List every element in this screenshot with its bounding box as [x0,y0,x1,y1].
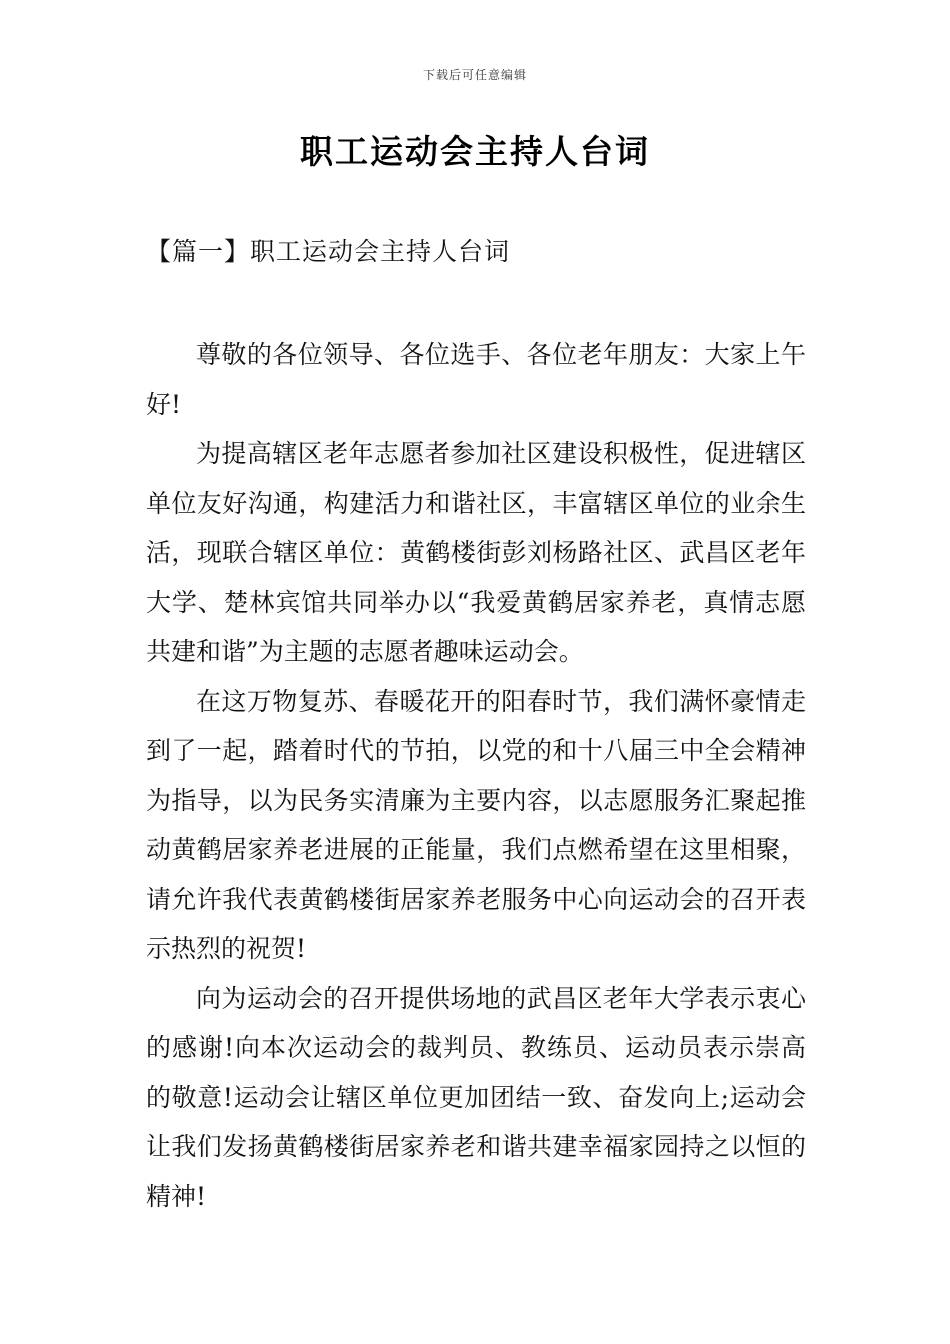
document-title: 职工运动会主持人台词 [300,132,650,171]
paragraph-occasion: 在这万物复苏、春暖花开的阳春时节，我们满怀豪情走到了一起，踏着时代的节拍，以党的和十八届三中全会精神为指导，以为民务实清廉为主要内容，以志愿服务汇聚起推动黄鹤居家养老进展的正能量，我们点燃希望在这里相聚，请允许我代表黄鹤楼街居家养老服务中心向运动会的召开表示热烈的祝贺! [146,686,806,963]
header-note: 下载后可任意编辑 [422,68,527,82]
section-heading: 【篇一】职工运动会主持人台词 [146,237,511,266]
paragraph-purpose: 为提高辖区老年志愿者参加社区建设积极性，促进辖区单位友好沟通，构建活力和谐社区，丰富辖区单位的业余生活，现联合辖区单位：黄鹤楼街彭刘杨路社区、武昌区老年大学、楚林宾馆共同举办以“我爱黄鹤居家养老，真情志愿共建和谐”为主题的志愿者趣味运动会。 [146,439,806,666]
document-body [146,330,806,1221]
paragraph-thanks: 向为运动会的召开提供场地的武昌区老年大学表示衷心的感谢!向本次运动会的裁判员、教练员、运动员表示崇高的敬意!运动会让辖区单位更加团结一致、奋发向上;运动会让我们发扬黄鹤楼街居家养老和谐共建幸福家园持之以恒的精神! [146,983,806,1211]
paragraph-greeting: 尊敬的各位领导、各位选手、各位老年朋友：大家上午好! [146,340,806,419]
